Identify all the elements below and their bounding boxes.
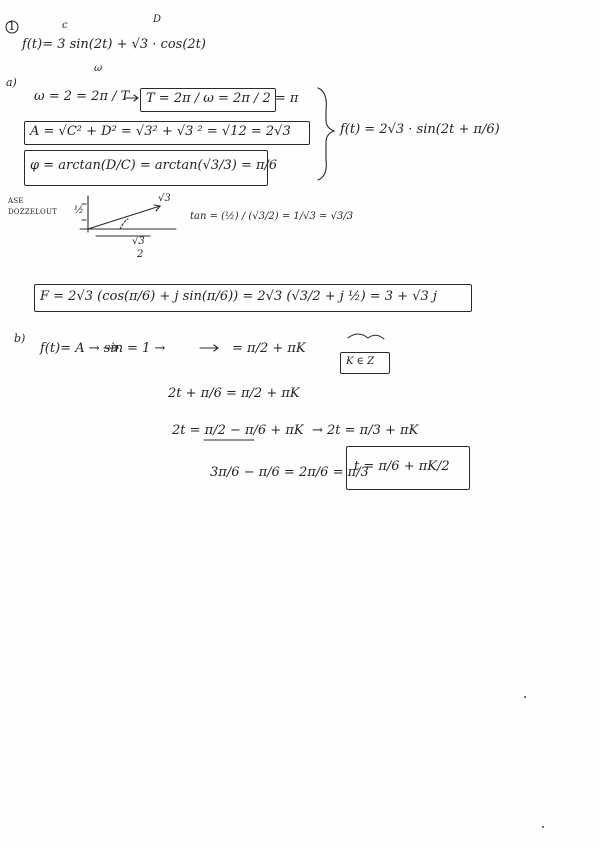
phasor-expression: F = 2√3 (cos(π/6) + j sin(π/6)) = 2√3 (√3/2 + j ½) = 3 + √3 j [40,289,437,304]
sketch-half: ½ [74,205,84,216]
part-b-line-3b: → 2t = π/3 + πK [312,423,419,438]
part-a-label: a) [6,76,17,89]
k-integer-text: K ∈ Z [346,356,375,367]
ink-speck [524,696,526,698]
sketch-label-2: DOZZELOUT [8,208,57,216]
part-b-line-4: 3π/6 − π/6 = 2π/6 = π/3 [210,465,369,480]
period-equation: T = 2π / ω = 2π / 2 = π [146,91,299,106]
sketch-vector-label: √3 [158,193,171,204]
answer-text: t = π/6 + πK/2 [354,459,450,474]
problem-number: 1 [8,19,16,33]
annotation-omega: ω [94,63,103,74]
amplitude-equation: A = √C² + D² = √3² + √3 ² = √12 = 2√3 [30,124,291,139]
part-b-line-3a: 2t = π/2 − π/6 + πK [172,423,304,438]
problem-function: f(t)= 3 sin(2t) + √3 · cos(2t) [22,37,206,52]
part-b-line-1-rhs: = π/2 + πK [232,341,306,356]
part-b-line-1: f(t)= A → sin = 1 → [40,341,166,356]
ink-speck [542,826,544,828]
phase-equation: φ = arctan(D/C) = arctan(√3/3) = π/6 [30,158,278,173]
omega-equation: ω = 2 = 2π / T [34,89,130,104]
part-b-line-2: 2t + π/6 = π/2 + πK [168,386,300,401]
sketch-root-den: 2 [137,249,144,260]
annotation-d: D [153,14,162,25]
annotation-c: c [62,20,68,31]
tan-expression: tan = (½) / (√3/2) = 1/√3 = √3/3 [190,211,354,222]
part-b-label: b) [14,332,26,345]
sketch-root: √3 [132,236,145,247]
sketch-label-1: ASE [8,197,24,205]
result-function: f(t) = 2√3 · sin(2t + π/6) [340,122,500,137]
